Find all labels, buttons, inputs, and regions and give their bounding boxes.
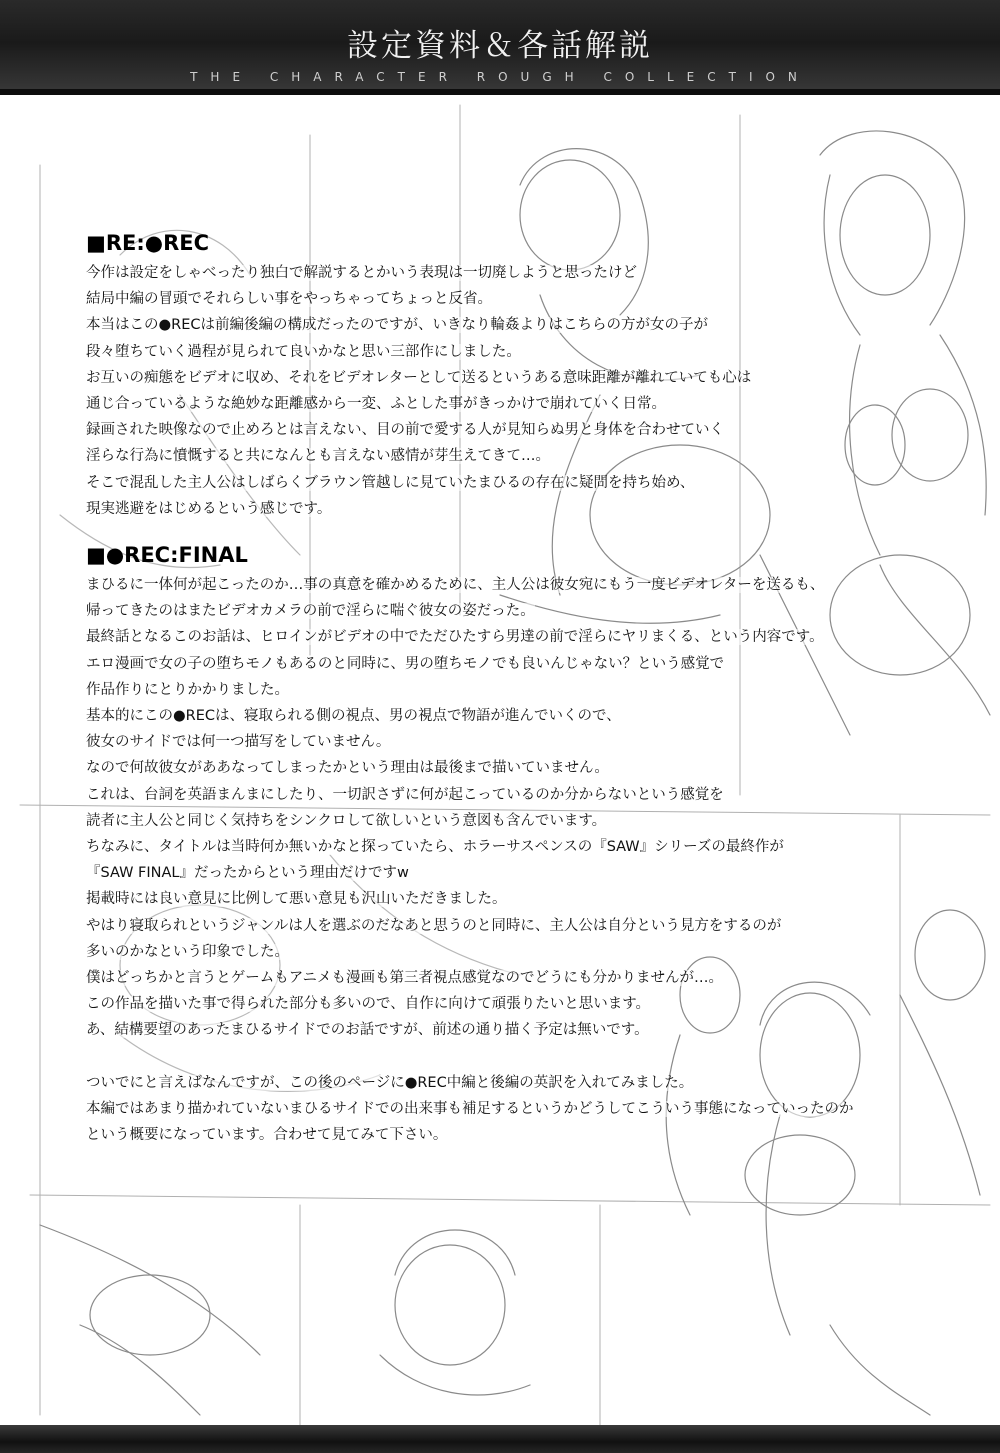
text-line: という概要になっています。合わせて見てみて下さい。 [86, 1127, 448, 1144]
section-heading: ■RE:●REC [86, 231, 210, 255]
text-line: ちなみに、タイトルは当時何か無いかなと探っていたら、ホラーサスペンスの『SAW』シリーズの最終作が [86, 839, 784, 856]
text-line: エロ漫画で女の子の堕ちモノもあるのと同時に、男の堕ちモノでも良いんじゃない？という感覚で [86, 655, 725, 672]
page-footer-band [0, 1425, 1000, 1453]
text-line: 本当はこの●RECは前編後編の構成だったのですが、いきなり輪姦よりはこちらの方が女の子が [86, 317, 709, 334]
text-line: 多いのかなという印象でした。 [86, 943, 289, 960]
text-line: やはり寝取られというジャンルは人を選ぶのだなあと思うのと同時に、主人公は自分という見方をするのが [86, 917, 782, 934]
text-line: 段々堕ちていく過程が見られて良いかなと思い三部作にしました。 [86, 343, 521, 360]
text-line: 帰ってきたのはまたビデオカメラの前で淫らに喘ぐ彼女の姿だった。 [86, 603, 535, 620]
page-title: 設定資料＆各話解説 [347, 28, 653, 64]
text-line: あ、結構要望のあったまひるサイドでのお話ですが、前述の通り描く予定は無いです。 [86, 1022, 649, 1039]
page-header [0, 0, 1000, 95]
section-text [86, 572, 946, 1148]
section-re-rec [86, 228, 946, 522]
text-line: 『SAW FINAL』だったからという理由だけですw [86, 865, 409, 882]
text-line: 作品作りにとりかかりました。 [86, 681, 289, 698]
text-line: 掲載時には良い意見に比例して悪い意見も沢山いただきました。 [86, 891, 507, 908]
section-heading: ■●REC:FINAL [86, 543, 248, 568]
text-line: 録画された映像なので止めろとは言えない、目の前で愛する人が見知らぬ男と身体を合わせていく [86, 422, 724, 439]
text-line: 基本的にこの●RECは、寝取られる側の視点、男の視点で物語が進んでいくので、 [86, 708, 621, 725]
text-line: 淫らな行為に憤慨すると共になんとも言えない感情が芽生えてきて…。 [86, 448, 550, 465]
text-line [86, 1044, 946, 1070]
section-text [86, 260, 946, 522]
page-subtitle: THE CHARACTER ROUGH COLLECTION [190, 70, 810, 84]
text-line: ついでにと言えばなんですが、この後のページに●REC中編と後編の英訳を入れてみました。 [86, 1074, 694, 1091]
section-rec-final [86, 540, 946, 1148]
text-line: 最終話となるこのお話は、ヒロインがビデオの中でただひたすら男達の前で淫らにヤリまくる、という内容です。 [86, 629, 824, 646]
commentary-body [86, 228, 946, 1166]
text-line: なので何故彼女がああなってしまったかという理由は最後まで描いていません。 [86, 760, 609, 777]
text-line: 彼女のサイドでは何一つ描写をしていません。 [86, 734, 391, 751]
text-line: 通じ合っているような絶妙な距離感から一変、ふとした事がきっかけで崩れていく日常。 [86, 396, 666, 413]
text-line: 読者に主人公と同じく気持ちをシンクロして欲しいという意図も含んでいます。 [86, 812, 607, 829]
text-line: 僕はどっちかと言うとゲームもアニメも漫画も第三者視点感覚なのでどうにも分かりませんが…。 [86, 970, 723, 987]
text-line: 結局中編の冒頭でそれらしい事をやっちゃってちょっと反省。 [86, 291, 492, 308]
text-line: この作品を描いた事で得られた部分も多いので、自作に向けて頑張りたいと思います。 [86, 996, 651, 1013]
text-line: まひるに一体何が起こったのか…事の真意を確かめるために、主人公は彼女宛にもう一度ビデオレターを送るも、 [86, 577, 825, 594]
text-line: 本編ではあまり描かれていないまひるサイドでの出来事も補足するというかどうしてこういう事態になっていったのか [86, 1100, 854, 1117]
text-line: お互いの痴態をビデオに収め、それをビデオレターとして送るというある意味距離が離れていても心は [86, 369, 752, 386]
text-line: これは、台詞を英語まんまにしたり、一切訳さずに何が起こっているのか分からないという感覚を [86, 786, 724, 803]
text-line: そこで混乱した主人公はしばらくブラウン管越しに見ていたまひるの存在に疑問を持ち始め、 [86, 474, 695, 491]
text-line: 今作は設定をしゃべったり独白で解説するとかいう表現は一切廃しようと思ったけど [86, 265, 637, 281]
text-line: 現実逃避をはじめるという感じです。 [86, 500, 332, 517]
